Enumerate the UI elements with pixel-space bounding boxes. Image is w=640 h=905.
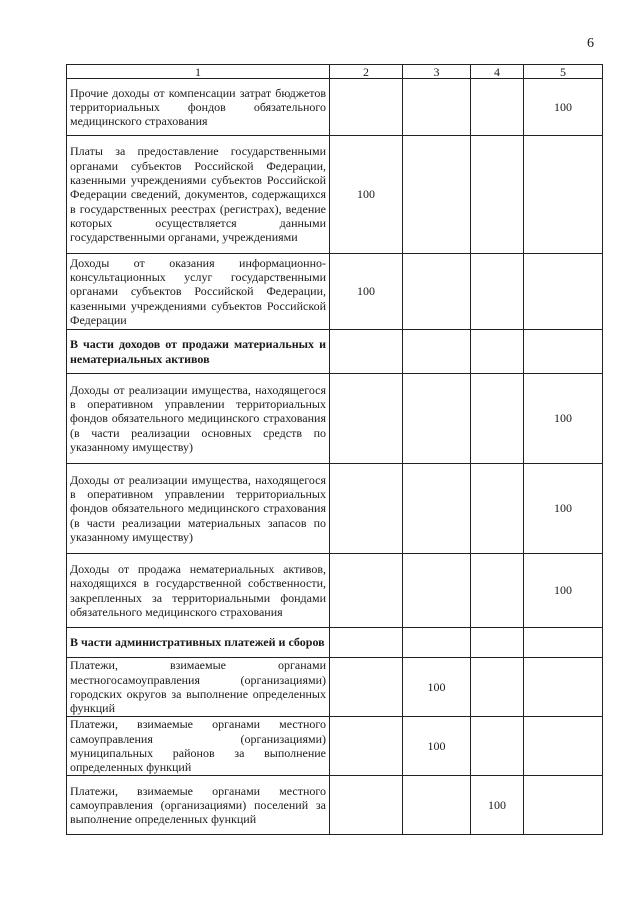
percentage-cell [524, 776, 603, 835]
column-header: 4 [471, 65, 524, 79]
percentage-cell: 100 [524, 79, 603, 136]
section-heading: В части административных платежей и сборов [67, 628, 330, 658]
percentage-cell [330, 554, 403, 628]
section-heading-row [67, 628, 603, 658]
revenue-description: Доходы от продажа нематериальных активов, находящихся в государственной собственности, закрепленных за территориальными фондами обязательного медицинского страхования [67, 554, 330, 628]
section-heading: В части доходов от продажи материальных и нематериальных активов [67, 330, 330, 374]
percentage-cell [403, 330, 471, 374]
percentage-cell [471, 254, 524, 330]
percentage-cell [330, 717, 403, 776]
percentage-cell: 100 [471, 776, 524, 835]
percentage-cell [403, 628, 471, 658]
section-heading-row [67, 330, 603, 374]
table-row [67, 136, 603, 254]
percentage-cell [524, 658, 603, 717]
percentage-cell: 100 [524, 374, 603, 464]
percentage-cell [330, 330, 403, 374]
percentage-cell [330, 628, 403, 658]
column-header: 2 [330, 65, 403, 79]
revenue-description: Доходы от реализации имущества, находящегося в оперативном управлении территориальных фондов обязательного медицинского страхования (в части реализации материальных запасов по указанному имуществу) [67, 464, 330, 554]
table-row [67, 717, 603, 776]
percentage-cell [471, 136, 524, 254]
revenue-description: Прочие доходы от компенсации затрат бюджетов территориальных фондов обязательного медицинского страхования [67, 79, 330, 136]
percentage-cell [524, 136, 603, 254]
percentage-cell [403, 79, 471, 136]
percentage-cell [330, 374, 403, 464]
percentage-cell [471, 717, 524, 776]
percentage-cell [524, 330, 603, 374]
revenue-description: Платы за предоставление государственными органами субъектов Российской Федерации, казенными учреждениями субъектов Российской Федерации сведений, документов, содержащихся в государственных реестрах (регистрах), ведение которых осуществляется данными государственными органами, учреждениями [67, 136, 330, 254]
percentage-cell [471, 374, 524, 464]
table-row [67, 79, 603, 136]
revenue-description: Доходы от реализации имущества, находящегося в оперативном управлении территориальных фондов обязательного медицинского страхования (в части реализации основных средств по указанному имуществу) [67, 374, 330, 464]
percentage-cell [471, 628, 524, 658]
percentage-cell: 100 [330, 254, 403, 330]
percentage-cell [330, 79, 403, 136]
table-row [67, 254, 603, 330]
revenue-distribution-table [66, 64, 603, 835]
table-row [67, 554, 603, 628]
percentage-cell [471, 79, 524, 136]
table-row [67, 374, 603, 464]
percentage-cell [471, 658, 524, 717]
table-header-row [67, 65, 603, 79]
percentage-cell: 100 [403, 717, 471, 776]
percentage-cell [403, 776, 471, 835]
column-header: 5 [524, 65, 603, 79]
revenue-description: Платежи, взимаемые органами местногосамоуправления (организациями) городских округов за выполнение определенных функций [67, 658, 330, 717]
percentage-cell [524, 717, 603, 776]
percentage-cell [524, 628, 603, 658]
percentage-cell: 100 [524, 464, 603, 554]
percentage-cell [524, 254, 603, 330]
percentage-cell: 100 [330, 136, 403, 254]
percentage-cell [471, 330, 524, 374]
percentage-cell [403, 554, 471, 628]
percentage-cell [403, 374, 471, 464]
column-header: 1 [67, 65, 330, 79]
percentage-cell [471, 554, 524, 628]
percentage-cell [471, 464, 524, 554]
revenue-description: Платежи, взимаемые органами местного самоуправления (организациями) муниципальных районов за выполнение определенных функций [67, 717, 330, 776]
percentage-cell: 100 [524, 554, 603, 628]
table-row [67, 776, 603, 835]
page-number: 6 [587, 36, 594, 51]
percentage-cell [403, 254, 471, 330]
column-header: 3 [403, 65, 471, 79]
percentage-cell [403, 136, 471, 254]
percentage-cell [330, 658, 403, 717]
percentage-cell [330, 776, 403, 835]
revenue-description: Платежи, взимаемые органами местного самоуправления (организациями) поселений за выполнение определенных функций [67, 776, 330, 835]
percentage-cell [403, 464, 471, 554]
percentage-cell [330, 464, 403, 554]
table-row [67, 658, 603, 717]
revenue-description: Доходы от оказания информационно-консультационных услуг государственными органами субъектов Российской Федерации, казенными учреждениями субъектов Российской Федерации [67, 254, 330, 330]
table-row [67, 464, 603, 554]
percentage-cell: 100 [403, 658, 471, 717]
